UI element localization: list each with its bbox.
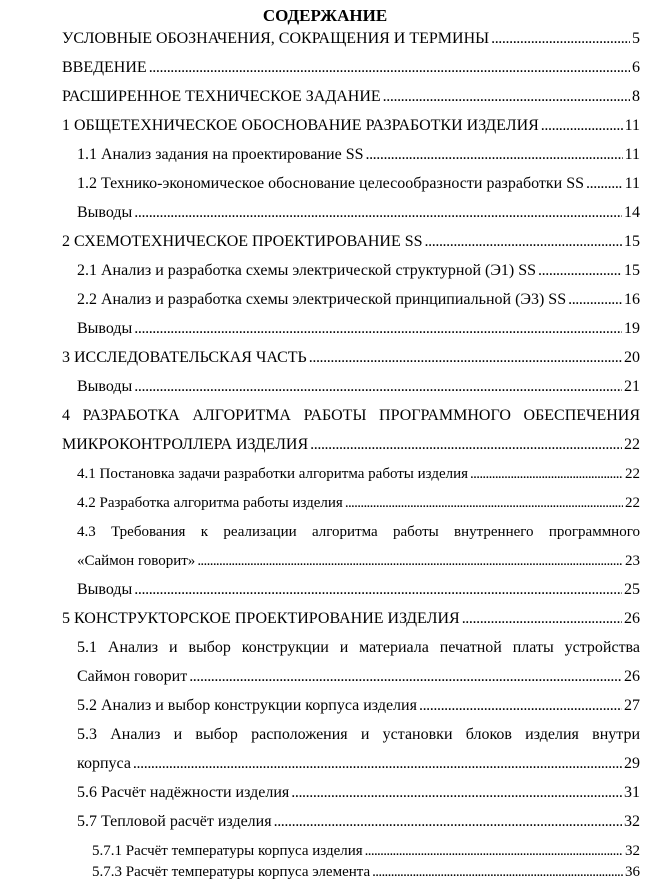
toc-entry[interactable] <box>62 435 640 455</box>
dot-leader <box>134 203 622 223</box>
dot-leader <box>372 862 623 882</box>
toc-title: СОДЕРЖАНИЕ <box>262 6 388 25</box>
toc-entry-text: 5.6 Расчёт надёжности изделия <box>77 784 290 801</box>
toc-entry-text: 3 ИССЛЕДОВАТЕЛЬСКАЯ ЧАСТЬ <box>62 349 307 366</box>
toc-entry-page: 15 <box>624 262 640 279</box>
toc-entry-page: 22 <box>625 495 640 511</box>
toc-entry-page: 15 <box>624 233 640 250</box>
toc-entry[interactable] <box>77 667 640 687</box>
toc-entry-page: 26 <box>624 610 640 627</box>
toc-entry-text: 5.2 Анализ и выбор конструкции корпуса изделия <box>77 697 417 714</box>
toc-entry[interactable] <box>77 145 640 165</box>
toc-entry[interactable] <box>77 174 640 194</box>
dot-leader <box>189 667 622 687</box>
toc-entry-text: 5.7.3 Расчёт температуры корпуса элемента <box>92 864 371 880</box>
toc-entry[interactable] <box>77 493 640 513</box>
toc-entry[interactable] <box>62 29 640 49</box>
toc-entry-page: 27 <box>624 697 640 714</box>
toc-entry-line1[interactable]: 5.3 Анализ и выбор расположения и установки блоков изделия внутри <box>77 726 640 743</box>
toc-entry-text: 1.1 Анализ задания на проектирование SS <box>77 146 364 163</box>
toc-entry-text: корпуса <box>77 755 131 772</box>
dot-leader <box>470 464 623 484</box>
dot-leader <box>541 116 623 136</box>
toc-entry-page: 36 <box>625 864 640 880</box>
toc-entry-text: 4.1 Постановка задачи разработки алгоритма работы изделия <box>77 466 469 482</box>
toc-entry-text: 1.2 Технико-экономическое обоснование целесообразности разработки SS <box>77 175 585 192</box>
toc-entry[interactable] <box>77 290 640 310</box>
toc-entry-text: Выводы <box>77 378 133 395</box>
toc-entry-page: 11 <box>624 175 640 192</box>
toc-entry-page: 31 <box>624 784 640 801</box>
toc-entry[interactable] <box>62 348 640 368</box>
dot-leader <box>365 841 623 861</box>
toc-entry[interactable] <box>77 812 640 832</box>
toc-entry-page: 19 <box>624 320 640 337</box>
dot-leader <box>291 783 622 803</box>
toc-entry-page: 14 <box>624 204 640 221</box>
toc-entry-text: 2 СХЕМОТЕХНИЧЕСКОЕ ПРОЕКТИРОВАНИЕ SS <box>62 233 423 250</box>
toc-entry[interactable] <box>62 58 640 78</box>
toc-entry-text: 1 ОБЩЕТЕХНИЧЕСКОЕ ОБОСНОВАНИЕ РАЗРАБОТКИ ИЗДЕЛИЯ <box>62 117 539 134</box>
toc-entry-text: 2.2 Анализ и разработка схемы электрической принципиальной (Э3) SS <box>77 291 567 308</box>
dot-leader <box>149 58 630 78</box>
toc-entry[interactable] <box>92 862 640 882</box>
toc-entry-text: 2.1 Анализ и разработка схемы электрической структурной (Э1) SS <box>77 262 537 279</box>
toc-entry[interactable] <box>62 87 640 107</box>
dot-leader <box>310 435 622 455</box>
toc-entry-page: 11 <box>624 117 640 134</box>
toc-entry-page: 8 <box>632 88 640 105</box>
toc-entry[interactable] <box>77 551 640 571</box>
toc-entry-page: 16 <box>624 291 640 308</box>
dot-leader <box>345 493 623 513</box>
toc-entry-page: 22 <box>625 466 640 482</box>
dot-leader <box>586 174 623 194</box>
dot-leader <box>274 812 622 832</box>
dot-leader <box>134 377 622 397</box>
toc-entry[interactable] <box>77 319 640 339</box>
dot-leader <box>134 319 622 339</box>
toc-entry-text: 5.7.1 Расчёт температуры корпуса изделия <box>92 843 363 859</box>
toc-entry-text: 5 КОНСТРУКТОРСКОЕ ПРОЕКТИРОВАНИЕ ИЗДЕЛИЯ <box>62 610 460 627</box>
toc-entry-text: Выводы <box>77 320 133 337</box>
toc-entry-text: МИКРОКОНТРОЛЛЕРА ИЗДЕЛИЯ <box>62 436 309 453</box>
dot-leader <box>538 261 622 281</box>
dot-leader <box>134 580 622 600</box>
toc-entry[interactable] <box>77 203 640 223</box>
toc-entry-page: 22 <box>624 436 640 453</box>
toc-entry-page: 26 <box>624 668 640 685</box>
toc-entry[interactable] <box>62 232 640 252</box>
dot-leader <box>365 145 622 165</box>
dot-leader <box>419 696 622 716</box>
toc-entry-line1[interactable]: 4 РАЗРАБОТКА АЛГОРИТМА РАБОТЫ ПРОГРАММНОГО ОБЕСПЕЧЕНИЯ <box>62 407 640 424</box>
toc-entry-page: 21 <box>624 378 640 395</box>
toc-entry[interactable] <box>77 783 640 803</box>
toc-entry-text: Выводы <box>77 204 133 221</box>
toc-entry-page: 20 <box>624 349 640 366</box>
toc-entry-text: ВВЕДЕНИЕ <box>62 59 147 76</box>
dot-leader <box>309 348 622 368</box>
toc-entry-text: УСЛОВНЫЕ ОБОЗНАЧЕНИЯ, СОКРАЩЕНИЯ И ТЕРМИНЫ <box>62 30 490 47</box>
toc-entry[interactable] <box>77 377 640 397</box>
toc-entry-page: 29 <box>624 755 640 772</box>
toc-entry[interactable] <box>77 580 640 600</box>
toc-entry[interactable] <box>92 841 640 861</box>
toc-entry-text: Саймон говорит <box>77 668 188 685</box>
dot-leader <box>462 609 622 629</box>
toc-entry-page: 6 <box>632 59 640 76</box>
toc-entry[interactable] <box>77 261 640 281</box>
toc-entry[interactable] <box>62 116 640 136</box>
toc-entry-text: 5.7 Тепловой расчёт изделия <box>77 813 272 830</box>
dot-leader <box>491 29 630 49</box>
toc-entry-text: РАСШИРЕННОЕ ТЕХНИЧЕСКОЕ ЗАДАНИЕ <box>62 88 381 105</box>
toc-entry-page: 11 <box>624 146 640 163</box>
toc-entry-page: 5 <box>632 30 640 47</box>
toc-entry-page: 25 <box>624 581 640 598</box>
toc-entry[interactable] <box>77 696 640 716</box>
toc-entry[interactable] <box>77 754 640 774</box>
toc-entry[interactable] <box>62 609 640 629</box>
toc-entry-line1[interactable]: 5.1 Анализ и выбор конструкции и материала печатной платы устройства <box>77 639 640 656</box>
toc-entry-page: 32 <box>625 843 640 859</box>
toc-entry-text: Выводы <box>77 581 133 598</box>
toc-entry[interactable] <box>77 464 640 484</box>
dot-leader <box>133 754 622 774</box>
toc-entry-page: 23 <box>625 553 640 569</box>
dot-leader <box>383 87 630 107</box>
toc-entry-line1[interactable]: 4.3 Требования к реализации алгоритма работы внутреннего программного <box>77 524 640 540</box>
dot-leader <box>197 551 623 571</box>
dot-leader <box>568 290 622 310</box>
toc-entry-text: 4.2 Разработка алгоритма работы изделия <box>77 495 343 511</box>
toc-entry-text: «Саймон говорит» <box>77 553 196 569</box>
dot-leader <box>425 232 622 252</box>
toc-entry-page: 32 <box>624 813 640 830</box>
